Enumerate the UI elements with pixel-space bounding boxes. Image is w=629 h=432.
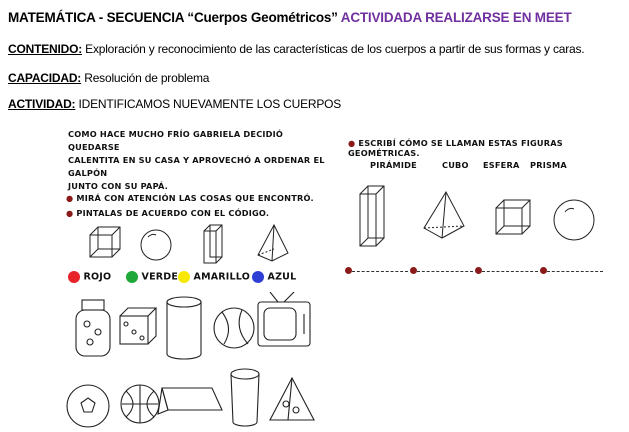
page-title bbox=[8, 10, 572, 25]
right-instruction bbox=[348, 138, 618, 158]
figures-drawing bbox=[340, 182, 618, 256]
contenido-line bbox=[8, 42, 584, 56]
actividad-text: IDENTIFICAMOS NUEVAMENTE LOS CUERPOS bbox=[75, 97, 342, 111]
bullet-icon bbox=[345, 267, 352, 274]
capacidad-text: Resolución de problema bbox=[81, 71, 210, 85]
tv-icon bbox=[258, 292, 310, 346]
intro-line: CALENTITA EN SU CASA Y APROVECHÓ A ORDENAR EL GALPÓN bbox=[68, 155, 325, 178]
answer-line-1[interactable] bbox=[352, 271, 408, 272]
answer-line-4[interactable] bbox=[547, 271, 603, 272]
instruction-2: PINTALAS DE ACUERDO CON EL CÓDIGO. bbox=[76, 208, 270, 218]
prism-icon bbox=[204, 225, 222, 263]
contenido-text: Exploración y reconocimiento de las características de los cuerpos a partir de sus formas y caras. bbox=[82, 42, 585, 56]
bullet-icon: ● bbox=[348, 138, 356, 148]
right-worksheet bbox=[340, 130, 618, 260]
bullet-icon: ● bbox=[66, 208, 74, 218]
cube-icon bbox=[90, 227, 120, 257]
yellow-dot-icon bbox=[178, 271, 190, 283]
color-code-blue: AZUL bbox=[252, 271, 296, 283]
jar-icon bbox=[76, 300, 110, 356]
worksheet-instructions bbox=[66, 191, 314, 221]
color-code-yellow: AMARILLO bbox=[178, 271, 250, 283]
bullet-icon: ● bbox=[66, 193, 74, 203]
ball-icon bbox=[214, 308, 254, 348]
pyramid-icon bbox=[258, 225, 288, 261]
actividad-line bbox=[8, 97, 341, 111]
bullet-icon bbox=[475, 267, 482, 274]
name-esfera: ESFERA bbox=[483, 160, 520, 170]
color-code-red: ROJO bbox=[68, 271, 111, 283]
answer-line-2[interactable] bbox=[417, 271, 473, 272]
answer-line-3[interactable] bbox=[482, 271, 538, 272]
soccer-ball-icon bbox=[67, 385, 109, 427]
intro-line: COMO HACE MUCHO FRÍO GABRIELA DECIDIÓ QUEDARSE bbox=[68, 129, 284, 152]
sphere-icon bbox=[554, 200, 594, 240]
capacidad-line bbox=[8, 71, 209, 85]
shapes-row bbox=[62, 219, 330, 269]
green-dot-icon bbox=[126, 271, 138, 283]
color-code-green: VERDE bbox=[126, 271, 178, 283]
worksheet-intro bbox=[68, 128, 330, 193]
bullet-icon bbox=[540, 267, 547, 274]
right-instruction-text: ESCRIBÍ CÓMO SE LLAMAN ESTAS FIGURAS GEOMÉTRICAS. bbox=[348, 138, 563, 158]
can-icon bbox=[167, 297, 201, 359]
intro-line: JUNTO CON SU PAPÁ. bbox=[68, 181, 169, 191]
pyramid-icon bbox=[424, 192, 464, 238]
cylinder-icon bbox=[231, 369, 259, 426]
capacidad-label: CAPACIDAD: bbox=[8, 71, 82, 85]
objects-drawing bbox=[62, 292, 330, 430]
pyramid-box-icon bbox=[270, 378, 314, 420]
cube-icon bbox=[496, 200, 530, 234]
actividad-label: ACTIVIDAD: bbox=[8, 97, 76, 111]
red-dot-icon bbox=[68, 271, 80, 283]
title-prefix: MATEMÁTICA - SECUENCIA bbox=[8, 10, 188, 25]
sphere-icon bbox=[141, 230, 171, 260]
contenido-label: CONTENIDO: bbox=[8, 42, 82, 56]
dice-icon bbox=[120, 308, 156, 344]
name-prisma: PRISMA bbox=[530, 160, 567, 170]
basketball-icon bbox=[121, 385, 159, 423]
name-cubo: CUBO bbox=[442, 160, 469, 170]
title-activity: ACTIVIDADA REALIZARSE EN MEET bbox=[337, 10, 572, 25]
instruction-1: MIRÁ CON ATENCIÓN LAS COSAS QUE ENCONTRÓ. bbox=[76, 193, 314, 203]
name-piramide: PIRÁMIDE bbox=[370, 160, 417, 170]
toblerone-icon bbox=[158, 388, 222, 414]
prism-icon bbox=[360, 186, 384, 246]
color-code bbox=[68, 271, 328, 287]
blue-dot-icon bbox=[252, 271, 264, 283]
left-worksheet bbox=[62, 124, 330, 430]
bullet-icon bbox=[410, 267, 417, 274]
title-topic: “Cuerpos Geométricos” bbox=[187, 10, 338, 25]
